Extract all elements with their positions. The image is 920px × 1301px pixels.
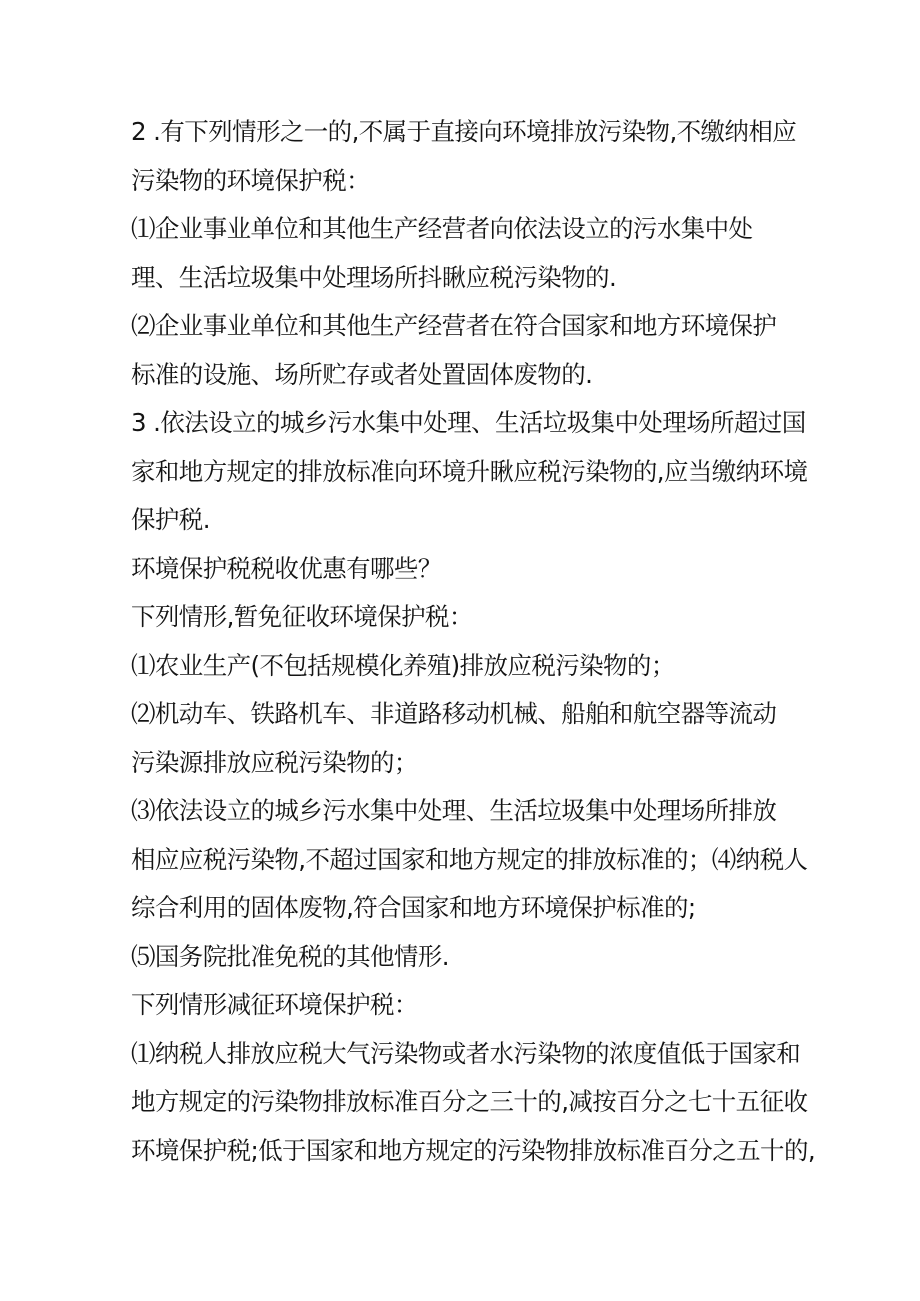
text-line: 理、生活垃圾集中处理场所抖瞅应税污染物的. (131, 262, 617, 292)
text-line: 污染物的环境保护税： (131, 165, 370, 195)
text-line: 污染源排放应税污染物的； (131, 747, 418, 777)
text-line: 2 .有下列情形之一的,不属于直接向环境排放污染物,不缴纳相应 (131, 117, 797, 146)
text-line: 保护税. (131, 505, 210, 534)
text-line: ⑴企业事业单位和其他生产经营者向依法设立的污水集中处 (131, 214, 753, 243)
text-line: 综合利用的固体废物,符合国家和地方环境保护标准的; (131, 893, 696, 922)
text-line: 下列情形减征环境保护税： (131, 990, 418, 1019)
section-heading: 环境保护税税收优惠有哪些？ (131, 553, 442, 583)
text-line: 下列情形,暂免征收环境保护税： (131, 602, 473, 631)
text-line: ⑵企业事业单位和其他生产经营者在符合国家和地方环境保护 (131, 311, 777, 340)
text-line: 相应应税污染物,不超过国家和地方规定的排放标准的；⑷纳税人 (131, 844, 808, 874)
document-body (131, 108, 816, 1175)
text-line: ⑶依法设立的城乡污水集中处理、生活垃圾集中处理场所排放 (131, 796, 777, 825)
text-line: ⑴农业生产(不包括规模化养殖)排放应税污染物的； (131, 650, 675, 680)
text-line: 家和地方规定的排放标准向环境升瞅应税污染物的,应当缴纳环境 (131, 456, 808, 486)
text-line: 地方规定的污染物排放标准百分之三十的,减按百分之七十五征收 (131, 1087, 808, 1116)
text-line: 环境保护税;低于国家和地方规定的污染物排放标准百分之五十的, (131, 1135, 816, 1165)
text-line: 3 .依法设立的城乡污水集中处理、生活垃圾集中处理场所超过国 (131, 408, 806, 437)
text-line: ⑸国务院批准免税的其他情形. (131, 941, 449, 971)
text-line: 标准的设施、场所贮存或者处置固体废物的. (131, 359, 593, 389)
text-line: ⑵机动车、铁路机车、非道路移动机械、船舶和航空器等流动 (131, 699, 777, 728)
text-line: ⑴纳税人排放应税大气污染物或者水污染物的浓度值低于国家和 (131, 1038, 801, 1068)
